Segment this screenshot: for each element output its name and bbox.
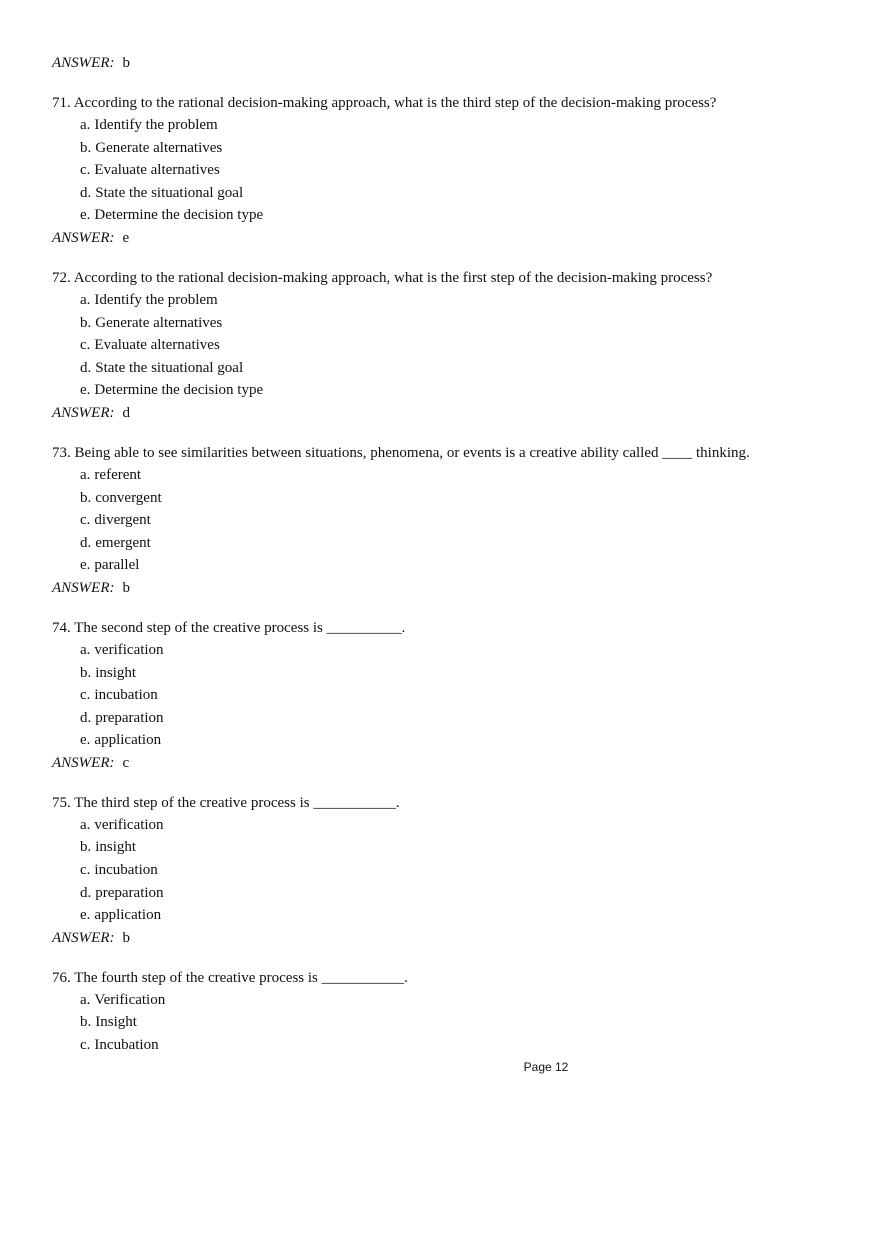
option-text: Determine the decision type: [94, 207, 264, 224]
question-73: [52, 442, 842, 599]
answer-value: b: [122, 579, 130, 596]
option-letter: c.: [80, 337, 91, 354]
question-number: 71.: [52, 95, 71, 111]
option-text: insight: [95, 664, 137, 681]
option-letter: e.: [80, 557, 91, 574]
option-b: [52, 836, 842, 859]
question-text: According to the rational decision-making approach, what is the third step of the decision-making process?: [73, 95, 717, 111]
question-stem: [52, 792, 842, 814]
option-text: State the situational goal: [95, 184, 244, 201]
option-a: [52, 639, 842, 662]
answer-label: ANSWER:: [52, 579, 115, 596]
answer-label: ANSWER:: [52, 55, 115, 71]
option-list: [52, 639, 842, 752]
document-content: [52, 52, 842, 1057]
option-text: Determine the decision type: [94, 382, 264, 399]
answer-line: [52, 752, 842, 774]
option-b: [52, 137, 842, 160]
question-number: 73.: [52, 444, 71, 461]
option-list: [52, 989, 842, 1057]
question-stem: [52, 92, 842, 114]
option-text: insight: [95, 839, 137, 856]
option-text: verification: [94, 641, 164, 658]
option-text: emergent: [95, 534, 151, 551]
option-text: State the situational goal: [95, 359, 244, 376]
option-text: divergent: [94, 512, 151, 529]
option-letter: b.: [80, 1014, 92, 1031]
question-76: [52, 967, 842, 1057]
option-c: [52, 334, 842, 357]
option-c: [52, 684, 842, 707]
option-b: [52, 487, 842, 510]
question-number: 76.: [52, 969, 71, 986]
option-letter: b.: [80, 139, 92, 156]
option-e: [52, 554, 842, 577]
question-stem: [52, 967, 842, 989]
option-letter: d.: [80, 884, 92, 901]
question-75: [52, 792, 842, 949]
option-letter: d.: [80, 709, 92, 726]
question-text: The fourth step of the creative process is ___________.: [74, 969, 408, 986]
question-72: [52, 267, 842, 424]
question-number: 72.: [52, 269, 71, 286]
option-letter: a.: [80, 991, 91, 1008]
option-d: [52, 882, 842, 905]
answer-value: b: [122, 55, 130, 71]
option-text: preparation: [95, 709, 164, 726]
option-letter: d.: [80, 359, 92, 376]
option-b: [52, 1011, 842, 1034]
option-text: Identify the problem: [94, 291, 218, 308]
option-e: [52, 729, 842, 752]
answer-label: ANSWER:: [52, 754, 115, 771]
page-number: Page 12: [523, 1060, 569, 1074]
answer-line: [52, 402, 842, 424]
option-e: [52, 204, 842, 227]
option-a: [52, 989, 842, 1012]
answer-label: ANSWER:: [52, 229, 115, 246]
option-text: Insight: [95, 1014, 137, 1031]
option-a: [52, 814, 842, 837]
option-letter: e.: [80, 382, 91, 399]
answer-value: c: [122, 754, 130, 771]
option-text: Verification: [94, 991, 166, 1008]
answer-value: e: [122, 229, 130, 246]
option-text: convergent: [95, 489, 162, 506]
option-letter: b.: [80, 489, 92, 506]
option-text: Evaluate alternatives: [94, 162, 220, 179]
option-letter: e.: [80, 207, 91, 224]
option-a: [52, 464, 842, 487]
option-text: verification: [94, 816, 164, 833]
option-b: [52, 662, 842, 685]
answer-line-top: [52, 52, 842, 74]
option-letter: b.: [80, 664, 92, 681]
option-letter: e.: [80, 732, 91, 749]
option-c: [52, 859, 842, 882]
option-text: incubation: [94, 687, 158, 704]
option-letter: c.: [80, 512, 91, 529]
answer-label: ANSWER:: [52, 929, 115, 946]
option-letter: a.: [80, 641, 91, 658]
option-list: [52, 464, 842, 577]
answer-value: b: [122, 929, 130, 946]
option-b: [52, 312, 842, 335]
option-text: Generate alternatives: [95, 314, 223, 331]
option-e: [52, 379, 842, 402]
question-text: According to the rational decision-making approach, what is the first step of the decision-making process?: [73, 269, 713, 286]
option-letter: c.: [80, 687, 91, 704]
answer-value: d: [122, 404, 130, 421]
option-letter: a.: [80, 816, 91, 833]
option-e: [52, 904, 842, 927]
option-letter: d.: [80, 534, 92, 551]
option-list: [52, 289, 842, 402]
option-letter: e.: [80, 907, 91, 924]
question-number: 75.: [52, 794, 71, 811]
question-stem: [52, 442, 842, 464]
option-text: preparation: [95, 884, 164, 901]
question-text: Being able to see similarities between situations, phenomena, or events is a creative ability called ____ thinking.: [74, 444, 750, 461]
option-text: Generate alternatives: [95, 139, 223, 156]
option-letter: a.: [80, 291, 91, 308]
option-text: referent: [94, 466, 142, 483]
option-text: parallel: [94, 557, 140, 574]
option-letter: a.: [80, 466, 91, 483]
option-letter: c.: [80, 162, 91, 179]
option-c: [52, 509, 842, 532]
option-d: [52, 532, 842, 555]
answer-label: ANSWER:: [52, 404, 115, 421]
answer-line: [52, 227, 842, 249]
option-text: application: [94, 732, 162, 749]
question-text: The second step of the creative process is __________.: [74, 619, 406, 636]
option-list: [52, 114, 842, 227]
option-text: Evaluate alternatives: [94, 337, 220, 354]
option-c: [52, 1034, 842, 1057]
option-text: Identify the problem: [94, 117, 218, 133]
option-list: [52, 814, 842, 927]
option-letter: a.: [80, 117, 91, 133]
option-letter: c.: [80, 1037, 91, 1054]
option-text: incubation: [94, 862, 158, 879]
option-d: [52, 182, 842, 205]
option-letter: c.: [80, 862, 91, 879]
option-a: [52, 114, 842, 137]
option-text: Incubation: [94, 1037, 159, 1054]
option-d: [52, 357, 842, 380]
question-number: 74.: [52, 619, 71, 636]
option-letter: b.: [80, 314, 92, 331]
question-stem: [52, 617, 842, 639]
option-text: application: [94, 907, 162, 924]
option-d: [52, 707, 842, 730]
question-74: [52, 617, 842, 774]
question-stem: [52, 267, 842, 289]
option-c: [52, 159, 842, 182]
question-71: [52, 92, 842, 249]
question-text: The third step of the creative process is ___________.: [74, 794, 400, 811]
answer-line: [52, 927, 842, 949]
answer-line: [52, 577, 842, 599]
option-letter: b.: [80, 839, 92, 856]
option-a: [52, 289, 842, 312]
option-letter: d.: [80, 184, 92, 201]
